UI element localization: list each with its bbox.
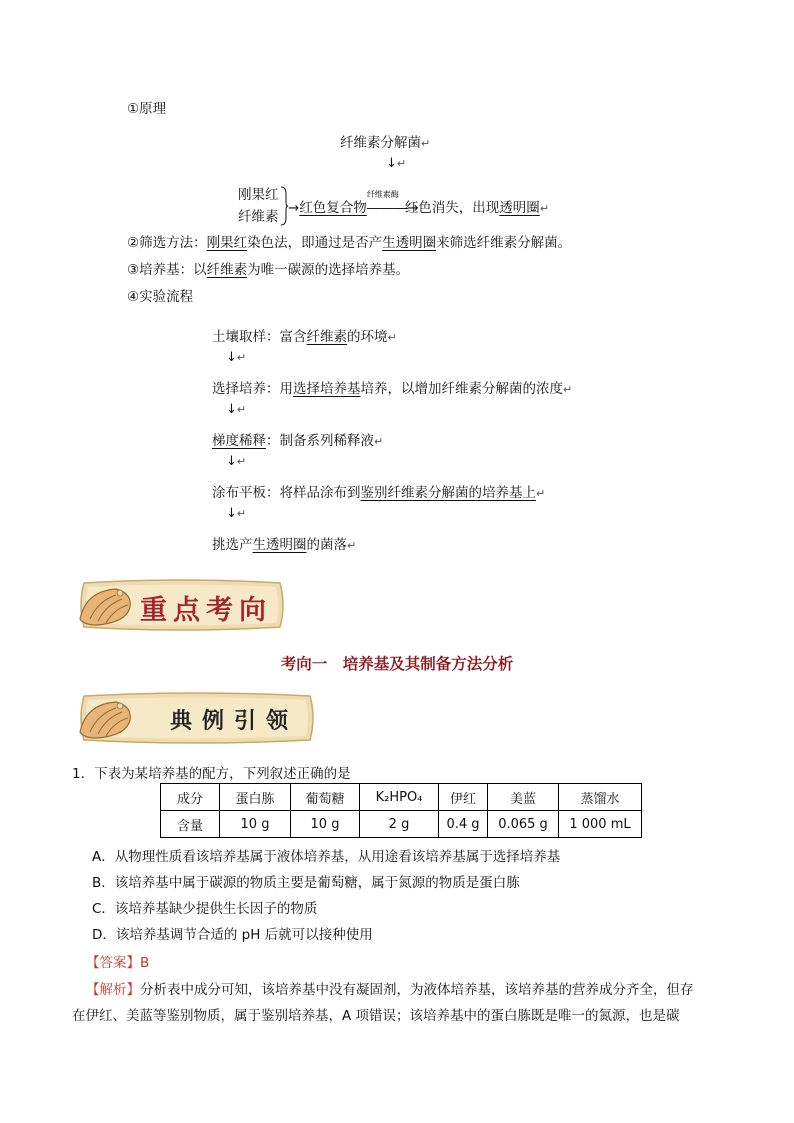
banner-title: 重点考向 [140,595,272,626]
flow-heading: ④实验流程 [127,289,194,305]
table-cell: 1 000 mL [559,811,642,838]
table-cell: 0.065 g [488,811,559,838]
shell-icon [76,696,134,742]
option-b: B．该培养基中属于碳源的物质主要是葡萄糖，属于氮源的物质是蛋白胨 [92,875,520,891]
typical-examples-banner [70,688,320,744]
table-header: 成分 [161,784,220,811]
option-d: D．该培养基调节合适的 pH 后就可以接种使用 [92,927,373,943]
flow-arrow-icon: ↓↵ [226,454,247,469]
table-cell: 10 g [220,811,291,838]
flow-step-sampling: 土壤取样：富含纤维素的环境↵ [212,329,397,345]
option-c: C．该培养基缺少提供生长因子的物质 [92,901,318,917]
table-cell: 10 g [291,811,360,838]
reaction-line: →红色复合物 纤维素酶 ―――→红色消失，出现透明圈↵ [288,190,550,216]
answer-line: 【答案】B [86,955,150,971]
table-row [161,784,642,811]
principle-heading: ①原理 [127,101,167,117]
table-row [161,811,642,838]
screening-method: ②筛选方法：刚果红染色法，即通过是否产生透明圈来筛选纤维素分解菌。 [127,235,572,251]
table-header: K₂HPO₄ [360,784,439,811]
table-cell: 2 g [360,811,439,838]
red-complex: 红色复合物 [299,200,367,216]
analysis-line-1: 【解析】分析表中成分可知，该培养基中没有凝固剂，为液体培养基，该培养基的营养成分齐全，但存 [86,982,694,998]
flow-arrow-icon: ↓↵ [226,350,247,365]
table-header: 美蓝 [488,784,559,811]
banner-title: 典例引领 [170,708,299,734]
table-header: 蛋白胨 [220,784,291,811]
enzyme-arrow-icon: 纤维素酶 ―――→ [366,190,419,216]
flow-arrow-icon: ↓↵ [226,506,247,521]
section-title: 考向一 培养基及其制备方法分析 [280,654,514,673]
table-header: 蒸馏水 [559,784,642,811]
table-header: 葡萄糖 [291,784,360,811]
table-header: 伊红 [439,784,488,811]
brace-icon [280,186,288,226]
flow-step-selection: 选择培养：用选择培养基培养，以增加纤维素分解菌的浓度↵ [212,381,573,397]
flow-step-plating: 涂布平板：将样品涂布到鉴别纤维素分解菌的培养基上↵ [212,485,546,501]
shell-icon [76,583,134,629]
reactant-congo-red: 刚果红 [238,187,279,203]
reactant-cellulose: 纤维素 [238,209,279,225]
key-directions-banner [70,575,290,631]
table-cell: 0.4 g [439,811,488,838]
reactant-stack [238,184,279,228]
recipe-table [160,783,642,838]
flow-step-pick: 挑选产生透明圈的菌落↵ [212,537,357,553]
flow-step-dilution: 梯度稀释：制备系列稀释液↵ [212,433,384,449]
medium-description: ③培养基：以纤维素为唯一碳源的选择培养基。 [127,262,410,278]
question-stem: 1．下表为某培养基的配方，下列叙述正确的是 [72,766,351,782]
bacteria-label: 纤维素分解菌↵ [340,135,431,151]
analysis-line-2: 在伊红、美蓝等鉴别物质，属于鉴别培养基，A 项错误；该培养基中的蛋白胨既是唯一的氮源，也是碳 [72,1008,680,1024]
table-cell: 含量 [161,811,220,838]
flow-arrow-icon: ↓↵ [226,402,247,417]
option-a: A．从物理性质看该培养基属于液体培养基，从用途看该培养基属于选择培养基 [92,849,561,865]
down-arrow-icon: ↓↵ [386,156,407,171]
